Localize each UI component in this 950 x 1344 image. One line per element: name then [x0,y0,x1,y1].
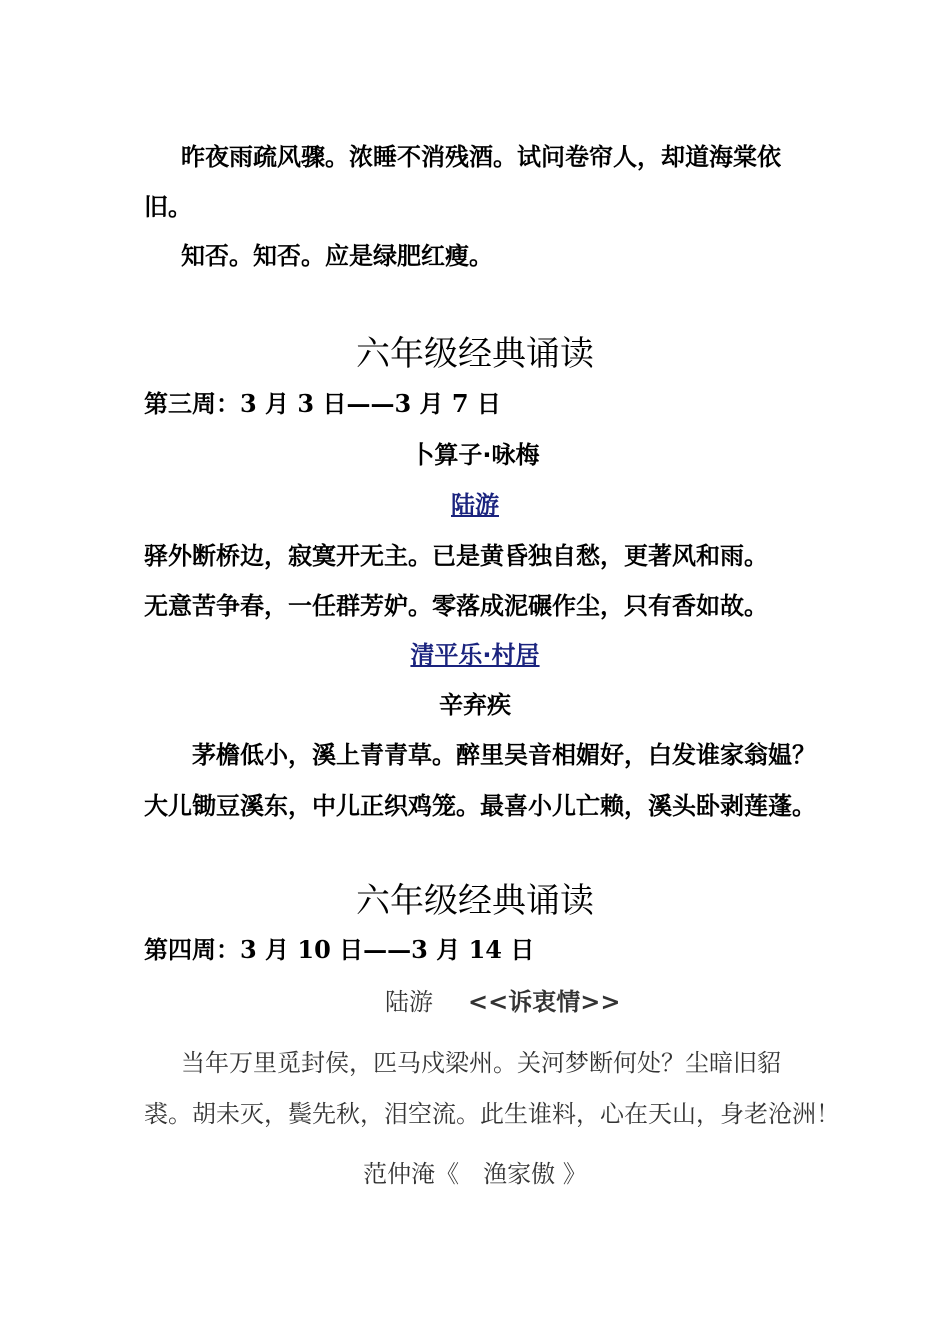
poem-line: 当年万里觅封侯，匹马戍梁州。关河梦断何处？尘暗旧貂 [181,1049,781,1077]
poem-line: 昨夜雨疏风骤。浓睡不消残酒。试问卷帘人，却道海棠依 [181,143,781,171]
poem-author: 陆游 [385,988,433,1016]
poem-title-link[interactable]: 清平乐·村居 [410,641,540,669]
section-title: 六年级经典诵读 [356,881,594,921]
poem-author: 辛弃疾 [439,691,511,719]
week-date: 第四周：3 月 10 日——3 月 14 日 [144,935,535,964]
section-title: 六年级经典诵读 [356,334,594,374]
week-date: 第三周：3 月 3 日——3 月 7 日 [144,389,501,418]
poem-title: <<诉衷情>> [468,987,621,1016]
poem-author-link[interactable]: 陆游 [451,491,499,519]
poem-line: 茅檐低小，溪上青青草。醉里吴音相媚好，白发谁家翁媪？ [192,741,816,769]
poem-heading: 范仲淹《 渔家傲 》 [363,1160,587,1188]
poem-line: 旧。 [144,193,192,221]
poem-title: 卜算子·咏梅 [410,441,540,469]
poem-line: 大儿锄豆溪东，中儿正织鸡笼。最喜小儿亡赖，溪头卧剥莲蓬。 [144,792,816,820]
poem-line: 知否。知否。应是绿肥红瘦。 [181,242,493,270]
poem-line: 裘。胡未灭，鬓先秋，泪空流。此生谁料，心在天山，身老沧洲！ [144,1100,840,1128]
poem-line: 无意苦争春，一任群芳妒。零落成泥碾作尘，只有香如故。 [144,592,768,620]
poem-line: 驿外断桥边，寂寞开无主。已是黄昏独自愁，更著风和雨。 [144,542,768,570]
